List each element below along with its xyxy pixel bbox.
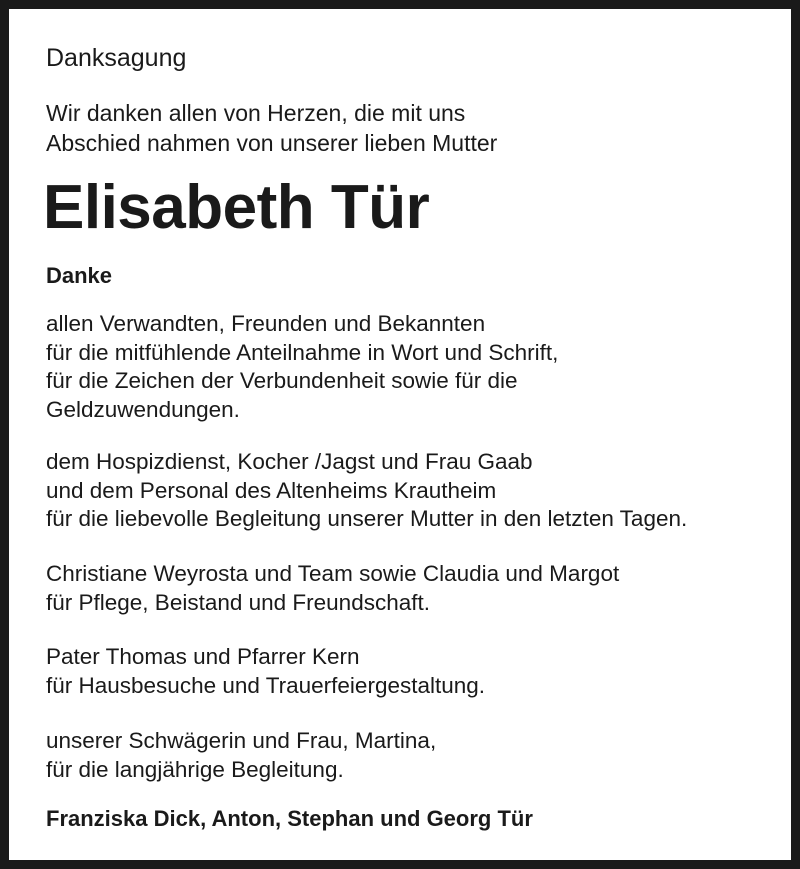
intro-text: [46, 98, 497, 158]
danke-label: Danke: [46, 263, 113, 288]
family-signature: Franziska Dick, Anton, Stephan und Georg Tür: [46, 806, 533, 831]
thanks-line: Pater Thomas und Pfarrer Kern: [46, 644, 360, 669]
thanks-block-care-team: [46, 560, 619, 617]
thanks-line: Geldzuwendungen.: [46, 396, 240, 422]
thanks-block-clergy: [46, 643, 485, 700]
thanks-line: für die liebevolle Begleitung unserer Mutter in den letzten Tagen.: [46, 506, 688, 531]
thanks-block-family: [46, 727, 436, 784]
deceased-name: Elisabeth Tür: [43, 173, 430, 242]
thanks-line: für die mitfühlende Anteilnahme in Wort und Schrift,: [46, 339, 559, 365]
thanks-line: allen Verwandten, Freunden und Bekannten: [46, 311, 486, 336]
thanks-line: dem Hospizdienst, Kocher /Jagst und Frau Gaab: [46, 449, 533, 474]
notice-heading: Danksagung: [46, 44, 187, 72]
intro-line: Wir danken allen von Herzen, die mit uns: [46, 100, 466, 126]
thanks-line: für die Zeichen der Verbundenheit sowie für die: [46, 368, 518, 393]
thanks-line: und dem Personal des Altenheims Krautheim: [46, 477, 497, 503]
thanks-line: unserer Schwägerin und Frau, Martina,: [46, 728, 437, 753]
thanks-line: für Pflege, Beistand und Freundschaft.: [46, 589, 430, 615]
intro-line: Abschied nahmen von unserer lieben Mutter: [46, 130, 498, 156]
thanks-line: für die langjährige Begleitung.: [46, 756, 344, 782]
thanks-block-relatives: [46, 310, 558, 424]
thanks-line: für Hausbesuche und Trauerfeiergestaltung.: [46, 672, 486, 698]
thanks-line: Christiane Weyrosta und Team sowie Claudia und Margot: [46, 561, 620, 586]
thanks-block-hospice: [46, 448, 687, 534]
